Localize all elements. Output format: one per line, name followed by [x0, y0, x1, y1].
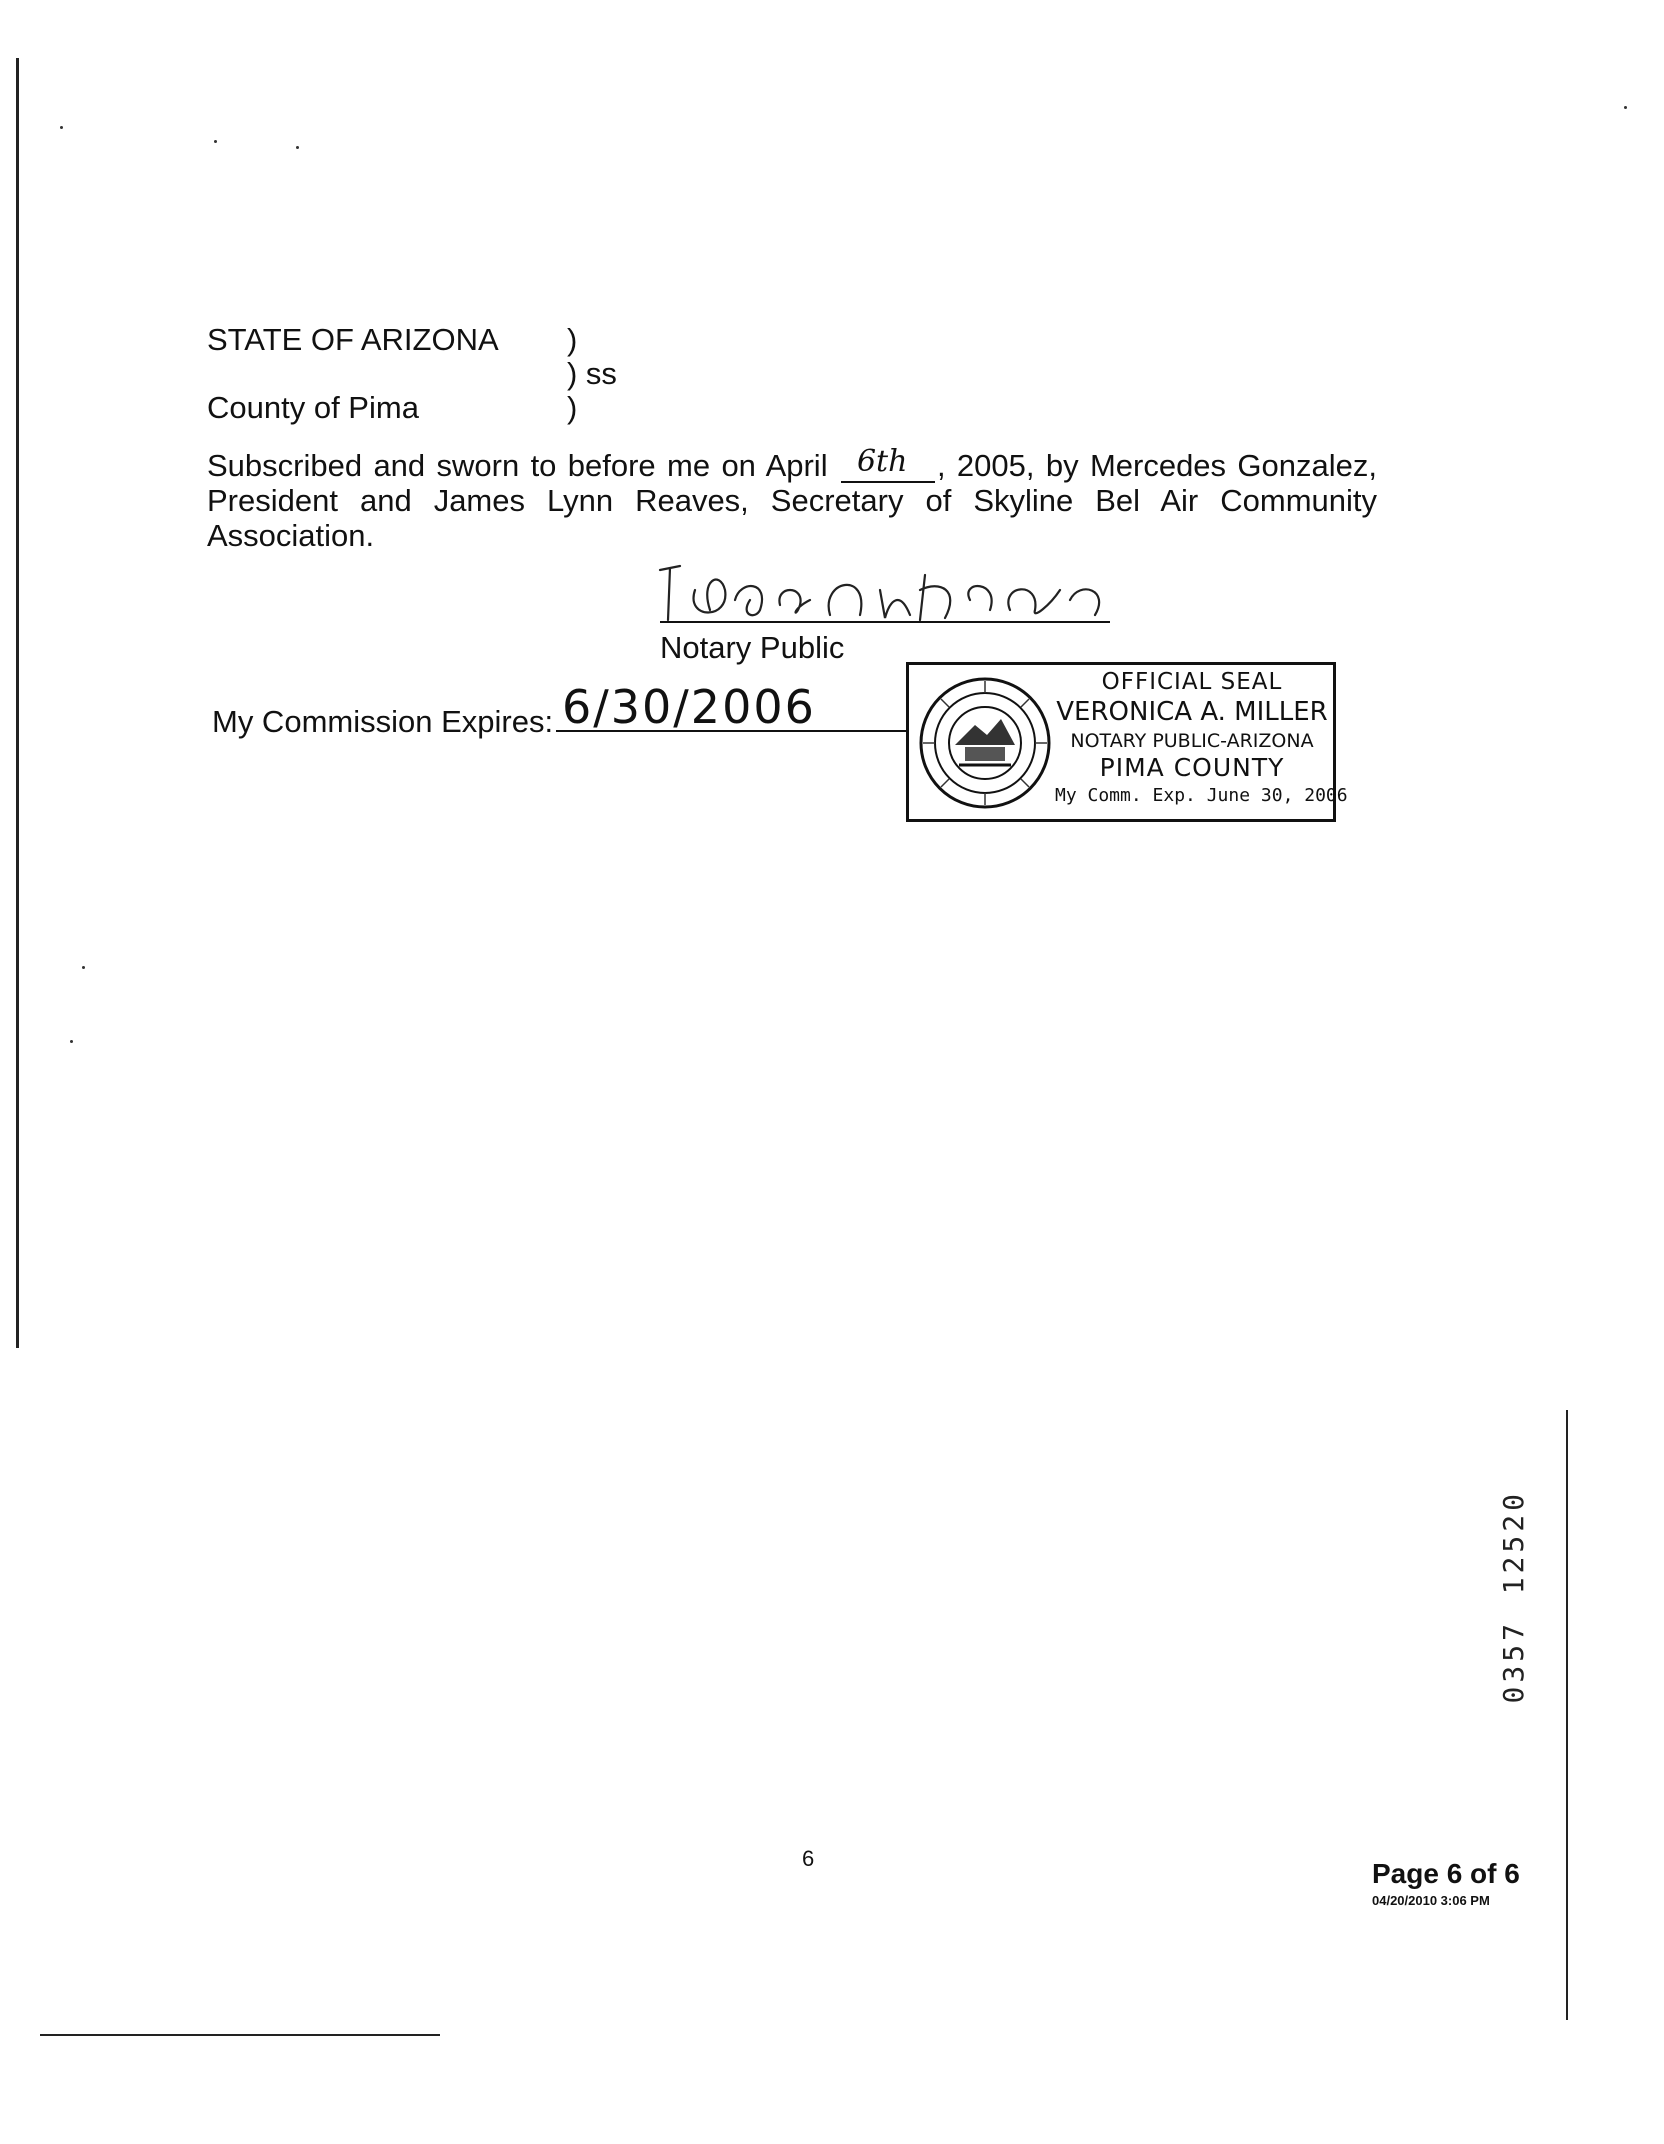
notary-public-label: Notary Public — [660, 630, 845, 665]
sworn-statement — [207, 444, 1377, 553]
venue-paren-1: ) — [567, 322, 578, 357]
arizona-state-seal-icon — [915, 673, 1055, 813]
statement-line-2: President and James Lynn Reaves, Secretary of Skyline Bel Air Community — [207, 483, 1377, 518]
seal-line-expiration: My Comm. Exp. June 30, 2006 — [1055, 785, 1348, 806]
statement-line-3: Association. — [207, 518, 375, 553]
signature-scribble-icon — [640, 560, 1120, 632]
scan-speck — [296, 146, 299, 149]
scan-left-edge — [16, 58, 19, 1348]
scan-speck — [214, 140, 217, 143]
scan-speck — [70, 1040, 73, 1043]
county-label: County of Pima — [207, 390, 419, 425]
seal-line-name: VERONICA A. MILLER — [1056, 697, 1328, 727]
recording-number-part-1: 12520 — [1496, 1490, 1530, 1595]
seal-line-county: PIMA COUNTY — [1099, 753, 1285, 782]
scan-speck — [1624, 106, 1627, 109]
scan-bottom-edge — [40, 2034, 440, 2036]
official-seal-stamp — [906, 662, 1348, 822]
seal-line-notary: NOTARY PUBLIC-ARIZONA — [1070, 730, 1314, 752]
scan-speck — [82, 966, 85, 969]
scan-right-edge — [1566, 1410, 1568, 2020]
recording-number-part-2: 0357 — [1496, 1620, 1530, 1704]
day-blank — [841, 444, 935, 483]
handwritten-day: 6th — [856, 444, 908, 479]
scan-speck — [60, 126, 63, 129]
state-label: STATE OF ARIZONA — [207, 322, 499, 357]
statement-line-1: Subscribed and sworn to before me on April 6th , 2005, by Mercedes Gonzalez, — [207, 444, 1377, 483]
venue-paren-3: ) — [567, 390, 578, 425]
commission-label: My Commission Expires: — [212, 704, 554, 739]
page-of-label: Page 6 of 6 — [1372, 1858, 1520, 1889]
recording-number-2 — [1493, 1620, 1533, 1870]
seal-line-official: OFFICIAL SEAL — [1101, 669, 1283, 695]
handwritten-commission-date: 6/30/2006 — [562, 680, 816, 734]
page-number: 6 — [802, 1846, 815, 1871]
timestamp: 04/20/2010 3:06 PM — [1372, 1893, 1490, 1908]
venue-paren-ss: ) ss — [567, 356, 617, 391]
notary-signature — [640, 560, 1120, 632]
